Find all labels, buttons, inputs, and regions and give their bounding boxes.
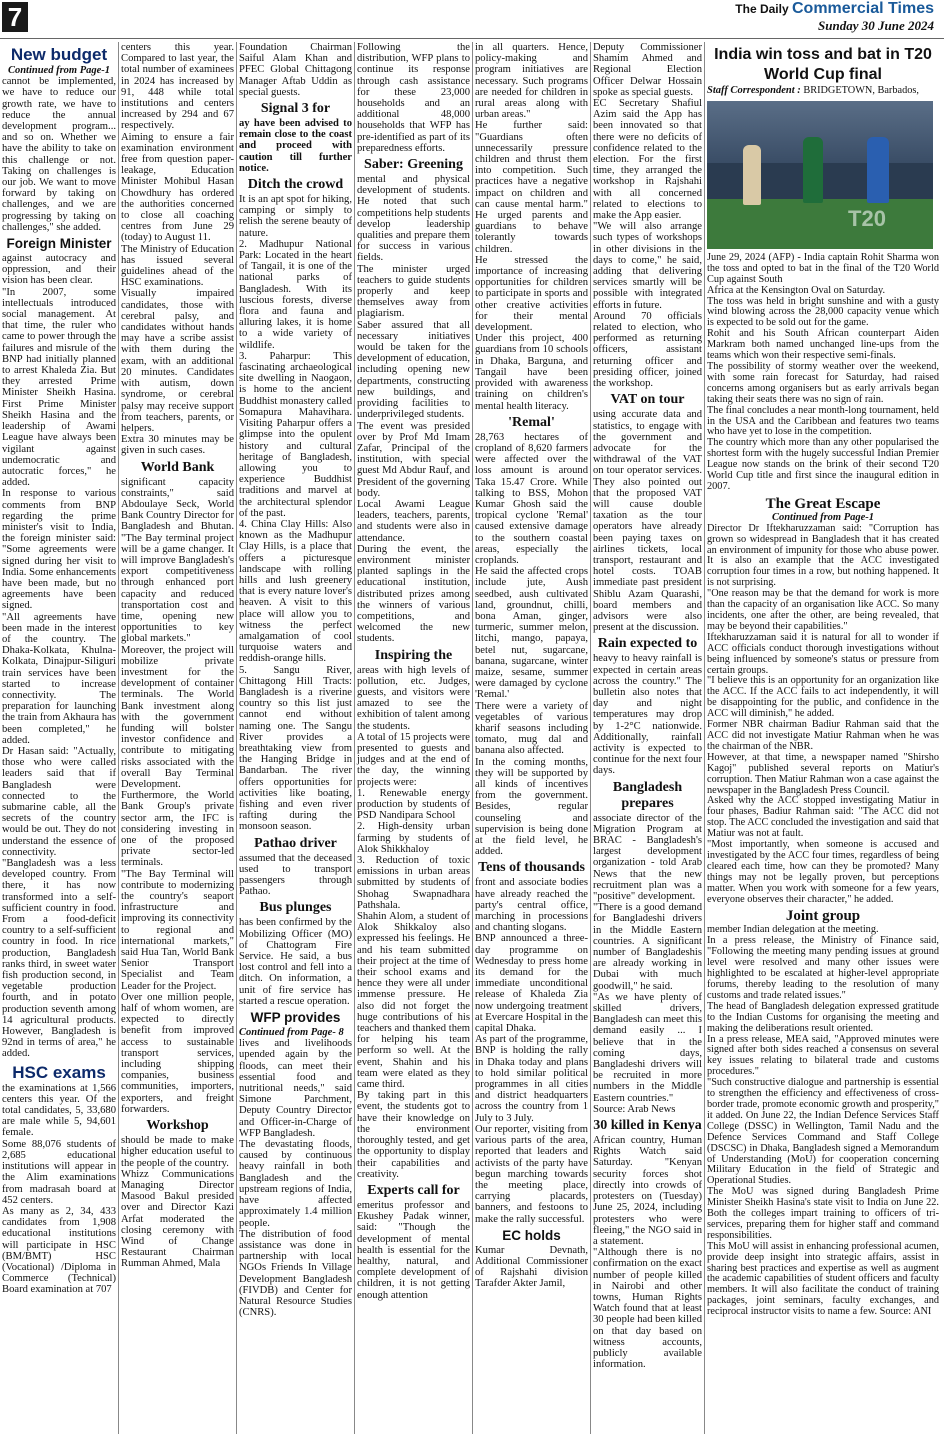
headline-world-bank[interactable]: World Bank [140,459,215,475]
paragraph: 1. Renewable energy production by students of PSD Nandipara School [357,787,470,822]
paragraph: A total of 15 projects were presented to guests and judges and at the end of the day, the winning projects were: [357,731,470,788]
paragraph: As part of the programme, BNP is holding the rally in Dhaka today and plans to hold similar political programmes in all cities and district headquarters across the country from 1 July to 3 July. [475,1034,588,1124]
paragraph: In a press release, the Ministry of Finance said, "Following the meeting many pending issues at ground level were resolved and many other issues were highlighted to be escalated at higher-level appropriate forums, thereby leading to the resolution of many customs and trade related issues." [707,935,939,1001]
paragraph: Following the distribution, WFP plans to continue its response through cash assistance for these 23,000 households and an additional 48,000 households that WFP has pre-identified as part of its preparedness efforts. [357,42,470,154]
paragraph: 2. High-density urban farming by students of Alok Shikkhaloy [357,821,470,855]
paragraph: should be made to make higher education useful to the people of the country. [121,1135,234,1169]
column-1 [0,42,118,1434]
paragraph: The final concludes a near month-long tournament, held in the USA and the Caribbean and features two teams who have yet to lose in the competition. [707,404,939,438]
paragraph: The distribution of food assistance was done in partnership with local NGOs Friends In Village Development Bangladesh (FIVDB) and Center for Natural Resource Studies (CNRS). [239,1228,352,1319]
paragraph: The minister urged teachers to guide students properly and keep themselves away from plagiarism. [357,263,470,320]
byline: Staff Correspondent : [707,85,801,96]
masthead [0,0,944,40]
headline-great-escape[interactable]: The Great Escape [765,495,881,512]
headline-hsc-exams[interactable]: HSC exams [12,1062,106,1082]
paragraph: Deputy Commissioner Shamim Ahmed and Regional Election Officer Delwar Hossain spoke as special guests. [593,42,702,98]
headline-rain-expected[interactable]: Rain expected to [597,636,698,652]
paragraph: The event was presided over by Prof Md Imam Zafar, Principal of the institution, with special guest Md Abdur Rauf, and President of the governing body. [357,420,470,499]
headline-joint-group[interactable]: Joint group [785,908,861,925]
headline-30-killed-in-kenya[interactable]: 30 killed in Kenya [593,1118,702,1134]
newspaper-title: Commercial Times [792,0,934,17]
continuation-note: Continued from Page-1 [771,511,875,523]
page-number: 7 [2,2,28,32]
paragraph: Under this project, 400 guardians from 10 schools in Dhaka, Barguna, and Tangail have been provided with awareness training on children's mental health literacy. [475,333,588,412]
column-2 [119,42,236,1434]
headline-tens-of-thousands[interactable]: Tens of thousands [478,860,585,876]
paragraph: 28,763 hectares of cropland of 8,620 farmers were affected over the loss amount is around Taka 15.47 Crore. While talking to BSS, Mohon Kumar Ghosh said the tropical cyclone 'Remal' caused extensive damage to the southern coastal areas, especially the croplands. [475,431,588,566]
paragraph: 2. Madhupur National Park: Located in the heart of Tangail, it is one of the national parks of Bangladesh. With its luscious forests, diverse flora and fauna and alluring lakes, it is home to a wide variety of wildlife. [239,238,352,351]
paragraph: heavy to heavy rainfall is expected in certain areas across the country." The bulletin also notes that day and night temperatures may drop by 1-2°C nationwide. Additionally, rainfall activity is expected to continue for the next four days. [593,653,702,777]
headline-inspiring-the[interactable]: Inspiring the [374,647,453,663]
paragraph: in all quarters. Hence, policy-making and program initiatives are necessary. Such programs are needed for children in rural areas along with urban areas." [475,42,588,121]
paragraph: Former NBR chairman Badiur Rahman said that the ACC did not investigate Matiur Rahman when he was the chairman of the NBR. [707,719,939,752]
header-rule [0,38,944,39]
paragraph: In a press release, MEA said, "Approved minutes were signed after both sides reached a consensus on several key issues relating to bilateral trade and customs procedures." [707,1033,939,1078]
photo-presenter [743,145,761,205]
paragraph: Shahin Alom, a student of Alok Shikkaloy also expressed his feelings. He and his team submitted their project at the time of their school exams and hence they were all under immense pressure. He also did not forget the huge contributions of his teachers and thanked them for helping his team perform so well. At the event, Shahin and his team were elated as they came third. [357,911,470,1091]
issue-date: Sunday 30 June 2024 [818,18,934,33]
paragraph: Local Awami League leaders, teachers, parents, and students were also in attendance. [357,498,470,544]
column-7 [705,42,941,1434]
paragraph: By taking part in this event, the students got to have their knowledge on the environment thoroughly tested, and get the opportunity to display their capabilities and creativity. [357,1090,470,1180]
paragraph: Foundation Chairman Saiful Alam Khan and PFEC Global Chittagong Manager Aftab Uddin as special guests. [239,42,352,98]
paragraph: "Most importantly, when someone is accused and investigated by the ACC four times, regardless of being cleared each time, how can they be promoted? Many things may not be legally proven, but perceptions matter. When you work with someone for a few years, everyone observes their character," he added. [707,839,939,905]
paragraph: He further said: "Guardians often unnecessarily pressure children and thrust them into competition. Such practices have a negative impact on children and can cause mental harm." He urged parents and guardians to behave tolerantly towards children. [475,120,588,255]
paragraph: Dr Hasan said: "Actually, those who were called leaders said that if Bangladesh were connected to the submarine cable, all the secrets of the country would be out. They do not understand the essence of connectivity. [2,745,116,858]
paragraph: He said the affected crops include jute, Aush seedbed, aush cultivated land, groundnut, chilli, bona Aman, ginger, turmeric, summer melon, litchi, mango, papaya, betel nut, sugarcane, banana, sugarcane, winter maize, sesame, summer were damaged by cyclone 'Remal.' [475,566,588,701]
headline-remal[interactable]: 'Remal' [508,414,555,430]
paragraph: Furthermore, the World Bank Group's private sector arm, the IFC is considering investing in one of the proposed private sector-led terminals. [121,790,234,869]
paragraph: The country which more than any other popularised the shortest form with the hugely successful Indian Premier League now stands on the brink of their second T20 World Cup title and first since the inaugural edition in 2007. [707,437,939,492]
paragraph: Some 88,076 students of 2,685 educational institutions will appear in the Alim examinations from madrasah board at 452 centers. [2,1138,116,1206]
paragraph: The Ministry of Education has issued several guidelines ahead of the HSC examinations. [121,243,234,289]
paragraph: Extra 30 minutes may be given in such cases. [121,434,234,457]
headline-ditch-the-crowd[interactable]: Ditch the crowd [247,177,344,193]
paragraph: 4. China Clay Hills: Also known as the Madhupur Clay Hills, is a place that offers a picturesque landscape with rolling hills and lush greenery that is every nature lover's heaven. A visit to this place will allow you to witness the perfect amalgamation of cool turquoise waters and reddish-orange hills. [239,518,352,665]
column-3 [237,42,354,1434]
paragraph: "Although there is no confirmation on the exact number of people killed in Nairobi and other towns, Human Rights Watch found that at least 30 people had been killed on that day based on witness accounts, publicly available information. [593,1247,702,1371]
paragraph: However, at that time, a newspaper named "Shirsho Kagoj" published several reports on Matiur's corruption. Then Matiur Rahman won a case against the newspaper in the Bangladesh Press Council. [707,751,939,796]
paragraph: "In 2007, some intellectuals introduced social management. At that time, the ruler who came to power through the failures and misrule of the BNP had initially planned to arrest Khaleda Zia. But they arrested Prime Minister Sheikh Hasina. First Prime Minister Sheikh Hasina and the leadership of Awami League have always been vigilant against undemocratic and autocratic forces," he added. [2,286,116,489]
paragraph: assumed that the deceased used to transport passengers through Pathao. [239,852,352,898]
paragraph: "We will also arrange such types of workshops in other divisions in the days to come," he said, adding that delivering services smartly will be possible with integrated efforts in future. [593,221,702,311]
paragraph: Iftekharuzzaman said it is natural for all to wonder if ACC officials conduct thorough investigations without being influenced by someone's status or pressure from certain groups. [707,631,939,676]
cricket-toss-photo [707,101,933,249]
paragraph: Asked why the ACC stopped investigating Matiur in four phases, Badiur Rahman said: "The ACC did not stop. The ACC concluded the investigation and said that Matiur was not at fault. [707,795,939,840]
paragraph: significant capacity constraints," said Abdoulaye Seck, World Bank Country Director for Bangladesh and Bhutan. "The Bay terminal project will be a game changer. It will improve Bangladesh's export competitiveness through enhanced port capacity and reduced transportation cost and time, opening new opportunities to key global markets." [121,476,234,645]
continuation-note: Continued from Page- 8 [239,1027,344,1039]
headline-bus-plunges[interactable]: Bus plunges [259,900,332,916]
paragraph: EC Secretary Shafiul Azim said the App has been innovated so that there were no deficits of confidence related to the election. For the first time, they arranged the workshop in Rajshahi with all concerned related to elections to make the App easier. [593,98,702,222]
photo-captain-south-africa [803,137,823,203]
paragraph: the examinations at 1,566 centers this year. Of the total candidates, 5, 33,680 are male while 5, 94,601 female. [2,1082,116,1139]
paragraph: The toss was held in bright sunshine and with a gusty wind blowing across the 28,000 capacity venue which is expected to be sold out for the game. [707,295,939,329]
headline-india-win-toss[interactable]: India win toss and bat in T20 World Cup final [714,46,932,83]
paragraph: Whizz Communications Managing Director Masood Bakul presided over and Director Kazi Arfat moderated the closing ceremony with Wind of Change Restaurant Chairman Rumman Ahmed, Mala [121,1168,234,1270]
headline-wfp-provides[interactable]: WFP provides [250,1010,341,1026]
paragraph: "As we have plenty of skilled drivers, Bangladesh can meet this demand easily ... I believe that in the coming days, Bangladeshi drivers will be recruited in more numbers in the Middle Eastern countries." [593,991,702,1104]
paragraph: African country, Human Rights Watch said Saturday. "Kenyan security forces shot directly into crowds of protesters on (Tuesday) June 25, 2024, including protesters who were fleeing," the NGO said in a statement. [593,1135,702,1247]
paragraph: cannot be implemented, we have to reduce our growth rate, we have to reduce the annual development program... and so on. Whether we have the ability to take on this challenge or not. Taking on challenges is our job. We want to move forward by taking on challenges, and we are progressing by taking on challenges," she added. [2,76,116,233]
paragraph: "Bangladesh was a less developed country. From there, it has now transformed into a self-sufficient country in food. From a food-deficit country to a self-sufficient country in food. In rice production, Bangladesh ranks third, in sweet water fish production second, in vegetable production fourth, and in potato production seventh among 14 agricultural products. However, Bangladesh is 92nd in terms of area," he added. [2,858,116,1060]
paragraph: During the event, the environment minister planted saplings in the educational institution, distributed prizes among the winners of various competitions, and welcomed the new students. [357,543,470,645]
photo-t20-logo: T20 [848,205,886,231]
photo-captain-india [867,137,889,203]
continuation-note: Continued from Page-1 [7,65,111,76]
paragraph: Over one million people, half of whom women, are expected to directly benefit from improved access to sustainable transport services, including shipping companies, business communities, importers, exporters, and freight forwarders. [121,991,234,1115]
newspaper-name [735,0,934,18]
paragraph: "One reason may be that the demand for work is more than the capacity of an organisation like ACC. So many incidents, one after the other, are being revealed, that may be beyond their capabilities." [707,588,939,632]
paragraph: He stressed the importance of increasing opportunities for children to participate in sports and other creative activities for their mental development. [475,254,588,334]
paragraph: Aiming to ensure a fair examination environment free from question paper-leakage, Education Minister Mohibul Hasan Chowdhury has ordered the authorities concerned to close all coaching centres from June 29 (today) to August 11. [121,131,234,244]
paragraph: The devastating floods, caused by continuous heavy rainfall in both Bangladesh and the upstream regions of India, have affected approximately 1.4 million people. [239,1139,352,1229]
paragraph: mental and physical development of students. He noted that such competitions help students develop leadership qualities and prepare them for success in various fields. [357,174,470,264]
headline-saber-greening[interactable]: Saber: Greening [364,157,463,173]
paragraph: lives and livelihoods upended again by the floods, can meet their essential food and nutritional needs," said Simone Parchment, Deputy Country Director and Officer-in-Charge of WFP Bangladesh. [239,1038,352,1139]
paragraph: Visually impaired candidates, those with cerebral palsy, and candidates without hands may have a scribe assist with them during the exam, with an additional 20 minutes. Candidates with autism, down syndrome, or cerebral palsy may receive support from teachers, parents, or helpers. [121,288,234,434]
paragraph: "All agreements have been made in the interest of the country. The Dhaka-Kolkata, Khulna-Kolkata, Dinajpur-Siliguri train services have been started to increase connectivity. The preparation for launching the train from Akhaura has been completed," he added. [2,611,116,746]
column-4 [355,42,472,1434]
paragraph: 3. Reduction of toxic emissions in urban areas submitted by students of Shohag Swapnadhara Pathshala. [357,855,470,911]
paragraph: In response to various comments from BNP regarding the prime minister's visit to India, the foreign minister said: "Some agreements were signed during her visit to India. Some enhancements have been made, but no agreements have been signed. [2,488,116,612]
paragraph: 5. Sangu River, Chittagong Hill Tracts: Bangladesh is a riverine country so this list just cannot end without naming one. The Sangu River provides a breathtaking view from the Hanging Bridge in Bandarban. The river offers opportunities for activities like boating, fishing and even river rafting during the monsoon season. [239,664,352,833]
dateline: BRIDGETOWN, Barbados, [803,85,919,96]
headline-vat-on-tour[interactable]: VAT on tour [610,392,685,408]
paragraph: Kumar Devnath, Additional Commissioner of Rajshahi division Tarafder Akter Jamil, [475,1244,588,1290]
paragraph: June 29, 2024 (AFP) - India captain Rohit Sharma won the toss and opted to bat in the final of the T20 World Cup against South [707,251,939,285]
paragraph: The head of Bangladesh delegation expressed gratitude to the Indian Customs for organising the meeting and making the deliberations result oriented. [707,1000,939,1034]
paragraph: 3. Paharpur: This fascinating archaeological site dwelling in Naogaon, is home to the ancient Buddhist monastery called Somapura Mahavihara. Visiting Paharpur offers a glimpse into the opulent history and cultural heritage of Bangladesh, allowing you to experience Buddhist traditions and marvel at the architectural splendor of the past. [239,350,352,519]
headline-workshop[interactable]: Workshop [146,1118,209,1134]
paragraph: Rohit and his South African counterpart Aiden Markram both named unchanged line-ups from the teams which won their respective semi-finals. [707,328,939,362]
paragraph: Source: Arab News [593,1103,676,1115]
paragraph: It is an apt spot for hiking, camping or simply to relish the serene beauty of nature. [239,194,352,239]
paragraph: "There is a good demand for Bangladeshi drivers in the Middle Eastern countries. A significant number of Bangladeshis are already working in Dubai with much goodwill," he said. [593,902,702,992]
paragraph: ay have been advised to remain close to the coast and proceed with caution till further notice. [239,118,352,174]
paragraph: against autocracy and oppression, and their vision has been clear. [2,253,116,287]
paragraph: Our reporter, visiting from various parts of the area, reported that leaders and activists of the party have begun marching towards the meeting place, carrying placards, banners, and festoons to make the rally successful. [475,1123,588,1225]
headline-new-budget[interactable]: New budget [10,45,108,64]
paragraph: The MoU was signed during Bangladesh Prime Minister Sheikh Hasina's state visit to India on June 22. Both the colleges impart training to officers of tri-services, preparing them for higher staff and command responsibilities. [707,1186,939,1241]
paragraph: Director Dr Iftekharuzzaman said: "Corruption has grown so widespread in Bangladesh that it has created an environment of impunity for those who abuse power. It is also an example that the ACC investigated corruption four times in a row, but nothing happened. It is not surprising. [707,522,939,589]
paragraph: emeritus professor and Ekushey Padak winner, said: "Though the development of mental health is essential for the healthy, natural, and complete development of children, it is not getting enough attention [357,1199,470,1301]
paragraph: Around 70 officials related to election, who performed as returning officers, assistant returning officer and presiding officer, joined the workshop. [593,310,702,390]
paragraph: In the coming months, they will be supported by all kinds of incentives from the government. Besides, regular counseling and supervision is being done at the field level, he added. [475,756,588,858]
paragraph: Saber assured that all necessary initiatives would be taken for the development of education, including opening new departments, constructing new buildings, and providing facilities to underprivileged students. [357,319,470,421]
paragraph: Africa at the Kensington Oval on Saturday. [707,284,886,296]
paragraph: front and associate bodies have already reached the party's central office, marching in processions and chanting slogans. [475,877,588,934]
paragraph: member Indian delegation at the meeting. [707,924,879,936]
headline-ec-holds[interactable]: EC holds [502,1227,561,1243]
headline-pathao-driver[interactable]: Pathao driver [254,835,337,851]
column-6 [591,42,704,1434]
headline-signal-3[interactable]: Signal 3 for [260,101,331,117]
paragraph: The possibility of stormy weather over the weekend, with some rain forecast for Saturday, had raised concerns among organisers but as early arrivals began taking their seats there was no sign of rain. [707,360,939,405]
paragraph: areas with high levels of pollution, etc. Judges, guests, and visitors were amazed to see the exhibition of talent among the students. [357,664,470,732]
paragraph: BNP announced a three-day programme on Wednesday to press home its demand for the immediate unconditional release of Khaleda Zia now undergoing treatment at Evercare Hospital in the capital Dhaka. [475,933,588,1035]
paragraph: "I believe this is an opportunity for an organization like the ACC. If the ACC fails to act independently, it will be disappointing for the public, and confidence in the ACC will diminish," he added. [707,675,939,720]
headline-experts-call-for[interactable]: Experts call for [367,1182,460,1198]
headline-bangladesh-prepares[interactable]: Bangladesh prepares [612,779,683,811]
paragraph: There were a variety of vegetables of various kharif seasons including tomato, mug dal and banana also affected. [475,700,588,757]
paragraph: associate director of the Migration Program at BRAC - Bangladesh's largest development organization - told Arab News that the new recruitment plan was a "positive" development. [593,812,702,903]
paragraph: "The Bay Terminal will contribute to modernizing the country's seaport infrastructure and improving its connectivity to regional and international markets," said Hua Tan, World Bank Senior Transport Specialist and Team Leader for the Project. [121,868,234,992]
paragraph: has been confirmed by the Mobilizing Officer (MO) of Chattogram Fire Service. He said, a bus lost control and fell into a ditch. On information, a unit of fire service has started a rescue operation. [239,917,352,1007]
paragraph: "Such constructive dialogue and partnership is essential to strengthen the efficiency and effectiveness of cross-border trade, promote economic growth and prosperity," it added. On June 22, the Indian Defence Services Staff College (DSSC) in Wellington, Tamil Nadu and the Defence Services Command and Staff College (DSCSC) in Dhaka, Bangladesh signed a Memorandum of Understanding (MoU) for cooperation concerning Military Education in the field of Strategic and Operational Studies. [707,1077,939,1187]
paragraph: Moreover, the project will mobilize private investment for the development of container terminals. The World Bank investment along with the government funding will bolster investor confidence and contribute to mitigating risks associated with the overall Bay Terminal Development. [121,644,234,790]
paragraph: centers this year. Compared to last year, the total number of examinees in 2024 has increased by 91, 448 while total institutions and centers increased by 294 and 67 respectively. [121,42,234,132]
paragraph: As many as 2, 34, 433 candidates from 1,908 educational institutions will participate in HSC (BM/BMT) HSC (Vocational) /Diploma in Commerce (Technical) Board examination at 707 [2,1205,116,1296]
paragraph: This MoU will assist in enhancing professional acumen, provide deep insight into strategic affairs, assist in sharing best practices and expertise as well as augment the academic capabilities of student officers and faculty members. It will also facilitate the conduct of training packages, joint seminars, faculty exchanges, and reciprocal instructor visits to name a few. Source: ANI [707,1240,939,1318]
newspaper-prefix: The Daily [735,2,789,16]
column-5 [473,42,590,1434]
headline-foreign-minister[interactable]: Foreign Minister [6,236,112,252]
paragraph: using accurate data and statistics, to engage with the government and advocate for the withdrawal of the VAT on tour operator services. They also pointed out that the proposed VAT will cause double taxation as the tour operators have already been paying taxes on airlines tickets, local transport, restaurant and hotel costs. TOAB immediate past president Shiblu Azam Quarashi, board members and advisors were also present at the discussion. [593,409,702,634]
